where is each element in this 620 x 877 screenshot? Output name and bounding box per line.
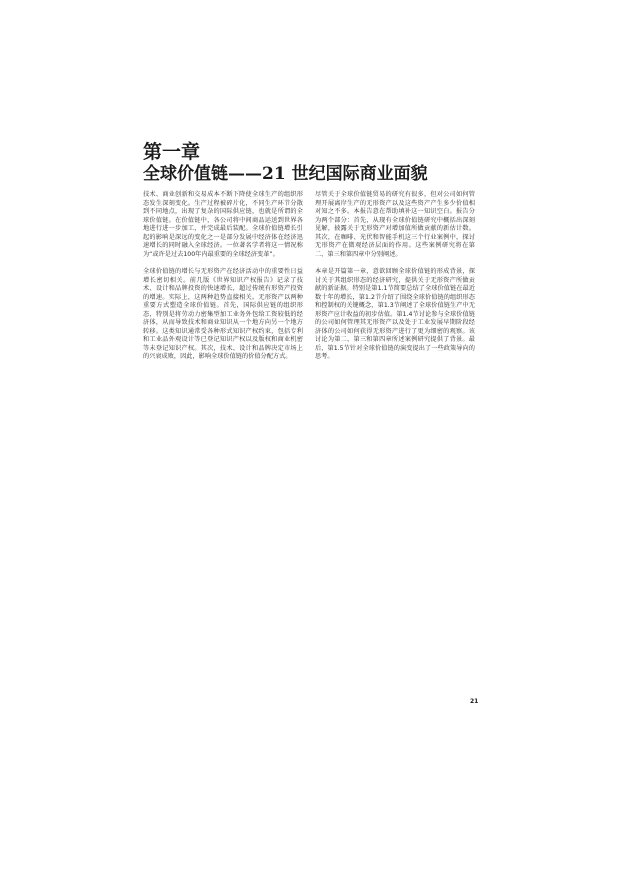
chapter-number: 第一章 — [143, 141, 201, 163]
page-number: 21 — [470, 698, 479, 705]
paragraph: 尽管关于全球价值链贸易的研究有很多，但对公司如何管理开展离岸生产的无形资产以及这些资产产生多少价值相对知之不多。本报告意在帮助填补这一知识空白。报告分为两个部分：首先，从现有全球价值链研究中概括出深刻见解，披露关于无形资产对增加值所做贡献的新估计数。其次，在咖啡、光伏和智能手机这三个行业案例中，探讨无形资产在微观经济层面的作用。这些案例研究将在第二、第三和第四章中分别阐述。 — [315, 191, 475, 258]
paragraph: 本章是开篇第一章，意欲回顾全球价值链的形成背景，探讨关于其组织形态的经济研究，提供关于无形资产所做贡献的新证据。特别是第1.1节简要总结了全球价值链在最近数十年的增长，第1.2节介绍了围绕全球价值链的组织形态和控制权的关键概念，第1.3节阐述了全球价值链生产中无形资产应计收益的初步估值。第1.4节讨论参与全球价值链的公司如何管理其无形资产以及处于工业发展早期阶段经济体的公司如何获得无形资产进行了更为细密的观察。该讨论为第二、第三和第四章所述案例研究提供了背景。最后，第1.5节针对全球价值链的演变提出了一些政策导向的思考。 — [315, 268, 475, 360]
body-column-right — [315, 191, 475, 371]
body-column-left — [143, 191, 303, 371]
paragraph: 技术、商业创新和交易成本不断下降使全球生产的组织形态发生深刻变化。生产过程被碎片化，不同生产环节分散到不同地点，出现了复杂的国际供应链，也就是所谓的全球价值链。在价值链中，各公司将中间商品运送到世界各地进行进一步加工，并完成最后装配。全球价值链增长引起的影响是深远的变化之一是部分发展中经济体在经济迅速增长的同时融入全球经济。一位著名学者将这一情况称为“或许是过去100年内最重要的全球经济变革”。 — [143, 191, 303, 258]
chapter-title: 全球价值链——21 世纪国际商业面貌 — [143, 164, 428, 184]
paragraph: 全球价值链的增长与无形资产在经济活动中的重要性日益增长密切相关。前几版《世界知识产权报告》记录了技术、设计和品牌投资的快速增长，超过传统有形资产投资的增速。实际上，这两种趋势直接相关。无形资产以两种重要方式塑造全球价值链。首先，国际供应链的组织形态，特别是将劳动力密集型加工业务外包给工资较低的经济体，从而导致技术和商业知识从一个地方向另一个地方转移。这类知识通常受各种形式知识产权约束，包括专利和工业品外观设计等已登记知识产权以及版权和商业机密等未登记知识产权。其次，技术、设计和品牌决定市场上的兴衰成败，因此，影响全球价值链的价值分配方式。 — [143, 268, 303, 360]
